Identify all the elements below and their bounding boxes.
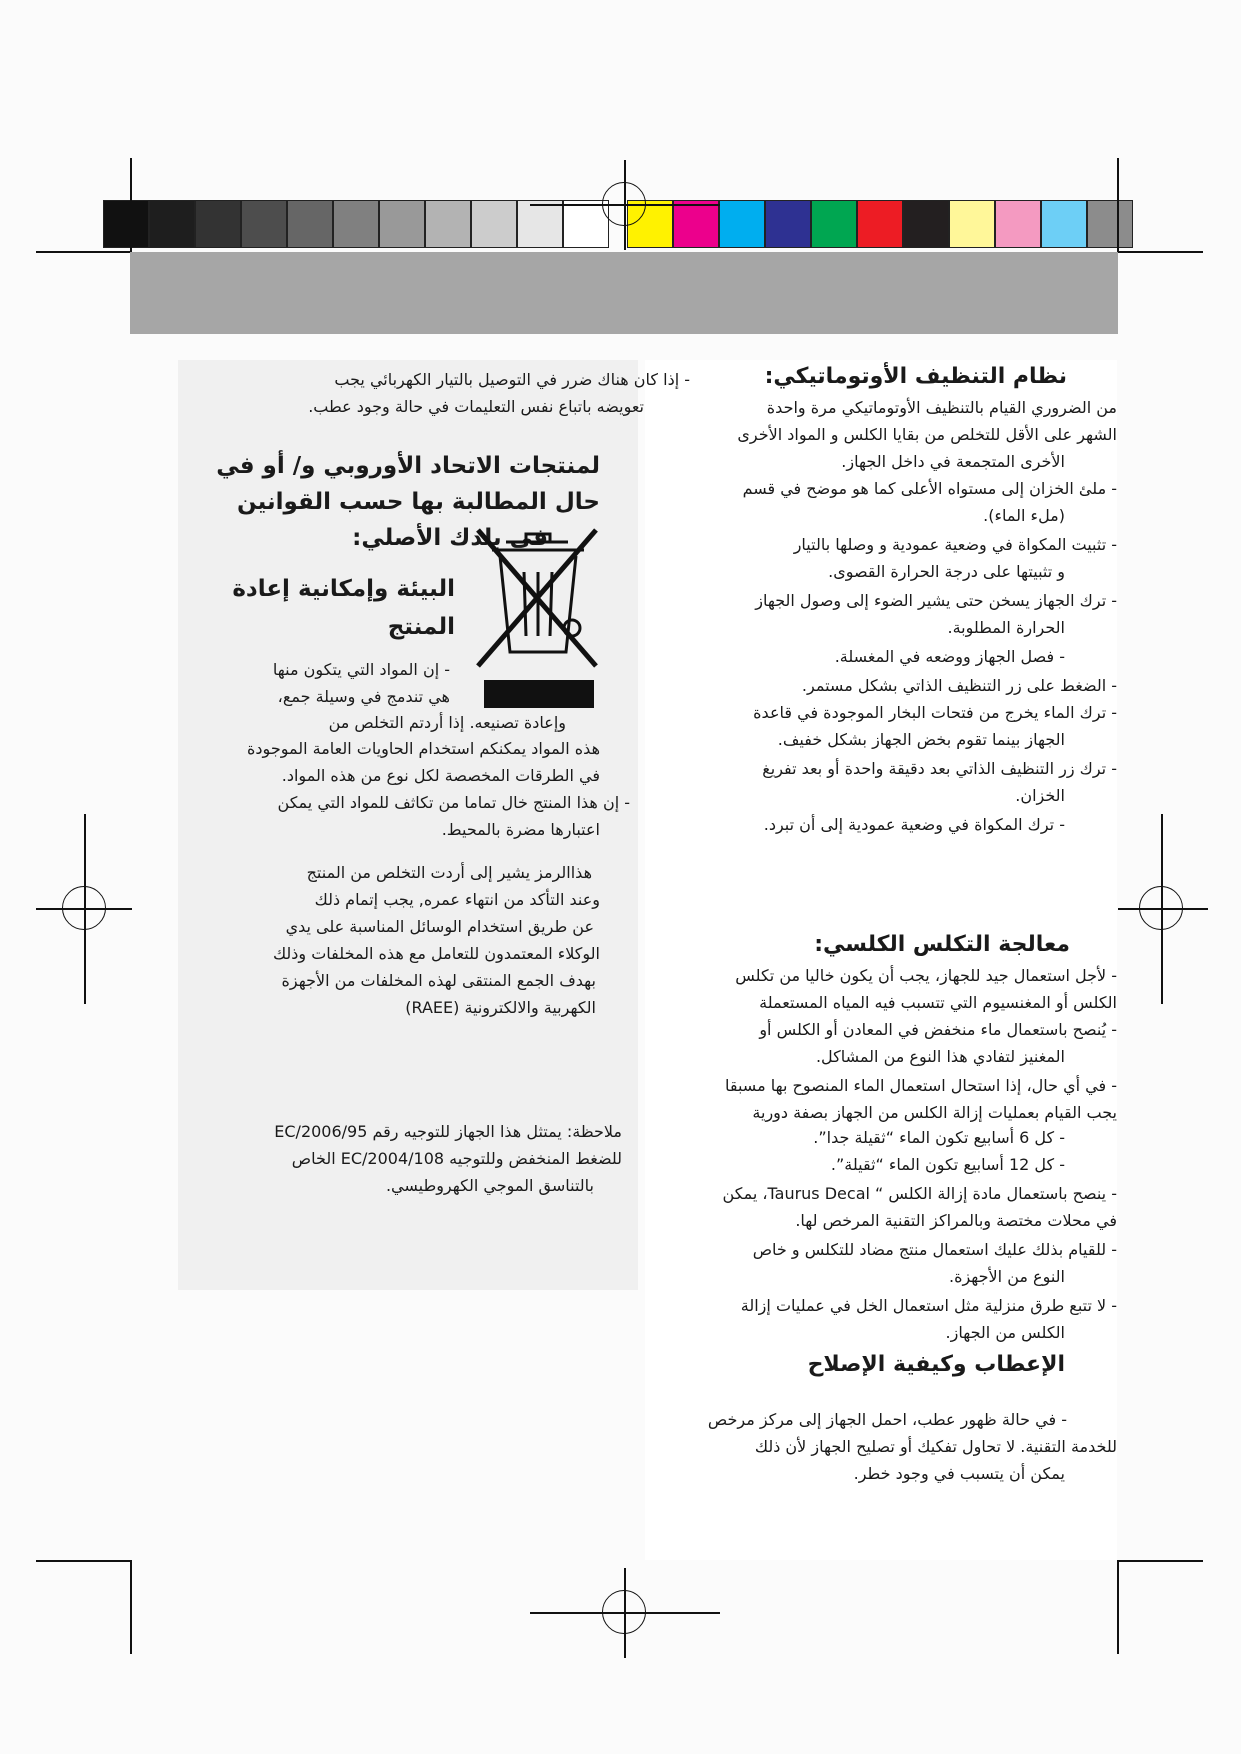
heading-line: لمنتجات الاتحاد الأوروبي و/ أو في: [216, 453, 600, 479]
crop-mark: [130, 158, 132, 252]
text-line: بهدف الجمع المنتقى لهذه المخلفات من الأجهزة: [281, 971, 596, 990]
heading-line: في بلدك الأصلي:: [352, 525, 548, 551]
registration-mark-top: [530, 160, 720, 250]
text-line: يمكن أن يتسبب في وجود خطر.: [853, 1464, 1065, 1483]
text-line: و تثبيتها على درجة الحرارة القصوى.: [828, 562, 1065, 581]
text-line: - ترك المكواة في وضعية عمودية إلى أن تبرد.: [763, 815, 1065, 834]
gray-swatch: [149, 200, 195, 248]
gray-swatch: [379, 200, 425, 248]
registration-mark-bottom: [530, 1568, 720, 1658]
text-line: - يُنصح باستعمال ماء منخفض في المعادن أو الكلس أو: [759, 1020, 1117, 1039]
colour-swatch: [811, 200, 857, 248]
colour-swatch: [765, 200, 811, 248]
text-line: هذاالرمز يشير إلى أردت التخلص من المنتج: [306, 863, 592, 882]
text-line: - لأجل استعمال جيد للجهاز، يجب أن يكون خاليا من تكلس: [735, 966, 1117, 985]
gray-swatch: [103, 200, 149, 248]
text-line: - في أي حال، إذا استحال استعمال الماء المنصوح بها مسبقا: [725, 1076, 1117, 1095]
text-line: في الطرقات المخصصة لكل نوع من هذه المواد.: [281, 766, 600, 785]
crop-mark: [36, 1560, 130, 1562]
registration-mark-left: [36, 814, 132, 1004]
text-line: الخزان.: [1015, 786, 1065, 805]
text-line: يجب القيام بعمليات إزالة الكلس من الجهاز بصفة دورية: [752, 1103, 1117, 1122]
crop-mark: [1118, 251, 1203, 253]
colour-bar: [627, 100, 1137, 148]
crop-mark: [1117, 158, 1119, 252]
grayscale-bar: [103, 100, 613, 148]
gray-swatch: [425, 200, 471, 248]
text-line: الوكلاء المعتمدون للتعامل مع هذه المخلفات وذلك: [272, 944, 600, 963]
gray-swatch: [195, 200, 241, 248]
troubleshooting-heading: الإعطاب وكيفية الإصلاح: [807, 1352, 1065, 1377]
gray-swatch: [287, 200, 333, 248]
text-line: الكلس من الجهاز.: [945, 1323, 1065, 1342]
registration-mark-right: [1118, 814, 1208, 1004]
crop-mark: [130, 1560, 132, 1654]
text-line: الحرارة المطلوبة.: [947, 618, 1065, 637]
text-line: - إن هذا المنتج خال تماما من تكاثف للمواد التي يمكن: [277, 793, 630, 812]
colour-swatch: [995, 200, 1041, 248]
heading-line: حال المطالبة بها حسب القوانين: [236, 489, 600, 515]
text-line: النوع من الأجهزة.: [948, 1267, 1065, 1286]
weee-bin-icon: [468, 516, 608, 716]
text-line: - كل 12 أسابيع تكون الماء “ثقيلة”.: [830, 1155, 1065, 1174]
text-line: - إن المواد التي يتكون منها: [272, 660, 450, 679]
text-line: الأخرى المتجمعة في داخل الجهاز.: [841, 452, 1065, 471]
colour-swatch: [1087, 200, 1133, 248]
colour-swatch: [903, 200, 949, 248]
text-line: وعند التأكد من انتهاء عمره, يجب إتمام ذلك: [314, 890, 600, 909]
text-line: - ملئ الخزان إلى مستواه الأعلى كما هو موضح في قسم: [742, 479, 1117, 498]
crop-mark: [1117, 1560, 1119, 1654]
text-line: في محلات مختصة وبالمراكز التقنية المرخص لها.: [795, 1211, 1117, 1230]
text-line: المغنيز لتفادي هذا النوع من المشاكل.: [815, 1047, 1065, 1066]
text-line: الشهر على الأقل للتخلص من بقايا الكلس و المواد الأخرى: [737, 425, 1117, 444]
gray-swatch: [333, 200, 379, 248]
colour-swatch: [1041, 200, 1087, 248]
auto-clean-heading: نظام التنظيف الأوتوماتيكي:: [764, 364, 1067, 389]
text-line: - ترك الجهاز يسخن حتى يشير الضوء إلى وصول الجهاز: [755, 591, 1117, 610]
colour-swatch: [857, 200, 903, 248]
text-line: - الضغط على زر التنظيف الذاتي بشكل مستمر.: [801, 676, 1117, 695]
text-line: - ترك زر التنظيف الذاتي بعد دقيقة واحدة أو بعد تفريغ: [762, 759, 1117, 778]
text-line: من الضروري القيام بالتنظيف الأوتوماتيكي مرة واحدة: [766, 398, 1117, 417]
text-line: - في حالة ظهور عطب، احمل الجهاز إلى مركز مرخص: [707, 1410, 1067, 1429]
text-line: - فصل الجهاز ووضعه في المغسلة.: [834, 647, 1065, 666]
text-line: - إذا كان هناك ضرر في التوصيل بالتيار الكهربائي يجب: [334, 370, 690, 389]
header-band: [130, 252, 1118, 334]
text-line: هذه المواد يمكنكم استخدام الحاويات العامة الموجودة: [247, 739, 600, 758]
gray-swatch: [241, 200, 287, 248]
text-line: للخدمة التقنية. لا تحاول تفكيك أو تصليح الجهاز لأن ذلك: [754, 1437, 1117, 1456]
text-line: وإعادة تصنيعه. إذا أردتم التخلص من: [328, 713, 566, 732]
environment-heading: [200, 570, 455, 646]
heading-line: المنتج: [387, 614, 455, 640]
descaling-heading: معالجة التكلس الكلسي:: [814, 932, 1070, 957]
text-line: تعويضه باتباع نفس التعليمات في حالة وجود عطب.: [308, 397, 644, 416]
text-line: - للقيام بذلك عليك استعمال منتج مضاد للتكلس و خاص: [752, 1240, 1117, 1259]
text-line: - كل 6 أسابيع تكون الماء “ثقيلة جدا”.: [813, 1128, 1065, 1147]
text-line: الكلس أو المغنسيوم التي تتسبب فيه المياه المستعملة: [759, 993, 1117, 1012]
text-line: - تثبيت المكواة في وضعية عمودية و وصلها بالتيار: [793, 535, 1117, 554]
text-line: (ملء الماء).: [983, 506, 1065, 525]
text-line: عن طريق استخدام الوسائل المناسبة على يدي: [285, 917, 594, 936]
heading-line: البيئة وإمكانية إعادة: [232, 576, 455, 602]
text-line: هي تندمج في وسيلة جمع،: [277, 687, 450, 706]
text-line: الكهربية والالكترونية (RAEE): [405, 998, 596, 1017]
text-line: الجهاز بينما تقوم بخض الجهاز بشكل خفيف.: [777, 730, 1065, 749]
crop-mark: [36, 251, 130, 253]
crop-mark: [1118, 1560, 1203, 1562]
colour-swatch: [949, 200, 995, 248]
text-line: ملاحظة: يمتثل هذا الجهاز للتوجيه رقم 2006/95/EC: [274, 1122, 622, 1141]
colour-swatch: [719, 200, 765, 248]
text-line: للضغط المنخفض وللتوجيه 2004/108/EC الخاص: [291, 1149, 622, 1168]
text-line: - لا تتبع طرق منزلية مثل استعمال الخل في عمليات إزالة: [740, 1296, 1117, 1315]
gray-swatch: [471, 200, 517, 248]
text-line: بالتناسق الموجي الكهروطيسي.: [385, 1176, 594, 1195]
text-line: - ينصح باستعمال مادة إزالة الكلس “ Taurus Decal، يمكن: [722, 1184, 1117, 1203]
text-line: اعتبارها مضرة بالمحيط.: [441, 820, 600, 839]
text-line: - ترك الماء يخرج من فتحات البخار الموجودة في قاعدة: [753, 703, 1117, 722]
